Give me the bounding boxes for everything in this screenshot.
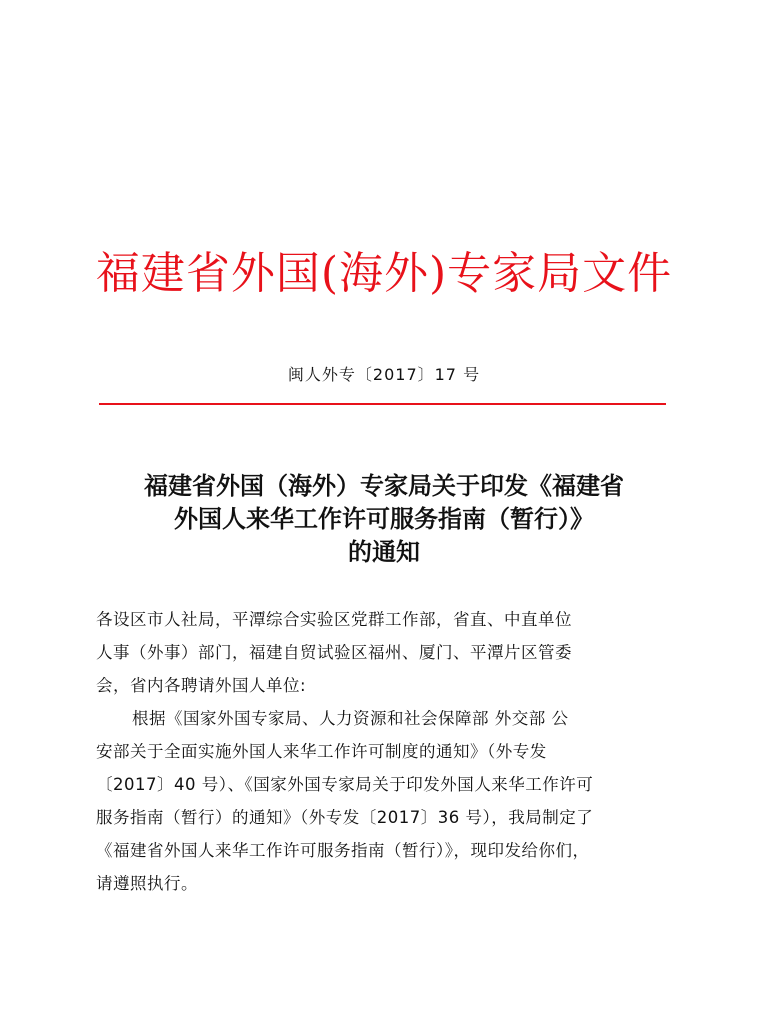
paragraph-line: 《福建省外国人来华工作许可服务指南（暂行）》，现印发给你们， <box>96 841 590 860</box>
masthead-title: 福建省外国(海外)专家局文件 <box>95 248 673 299</box>
paragraph-line: 根据《国家外国专家局、人力资源和社会保障部 外交部 公 <box>132 709 569 728</box>
document-number: 闽人外专〔2017〕17 号 <box>287 365 481 384</box>
paragraph-line: 请遵照执行。 <box>96 874 198 893</box>
salutation-line: 各设区市人社局，平潭综合实验区党群工作部，省直、中直单位 <box>96 610 572 629</box>
paragraph-line: 〔2017〕40 号）、《国家外国专家局关于印发外国人来华工作许可 <box>96 775 594 794</box>
document-title <box>84 470 684 569</box>
title-line: 外国人来华工作许可服务指南（暂行）》 <box>174 505 594 533</box>
paragraph-line: 服务指南（暂行）的通知》（外专发〔2017〕36 号），我局制定了 <box>96 808 594 827</box>
red-divider-line <box>99 403 666 405</box>
paragraph-line: 安部关于全面实施外国人来华工作许可制度的通知》（外专发 <box>96 742 547 761</box>
salutation-line: 会，省内各聘请外国人单位: <box>96 676 307 695</box>
document-body <box>96 603 676 900</box>
title-line: 的通知 <box>348 538 420 566</box>
title-line: 福建省外国（海外）专家局关于印发《福建省 <box>144 472 624 500</box>
salutation-line: 人事（外事）部门，福建自贸试验区福州、厦门、平潭片区管委 <box>96 643 572 662</box>
